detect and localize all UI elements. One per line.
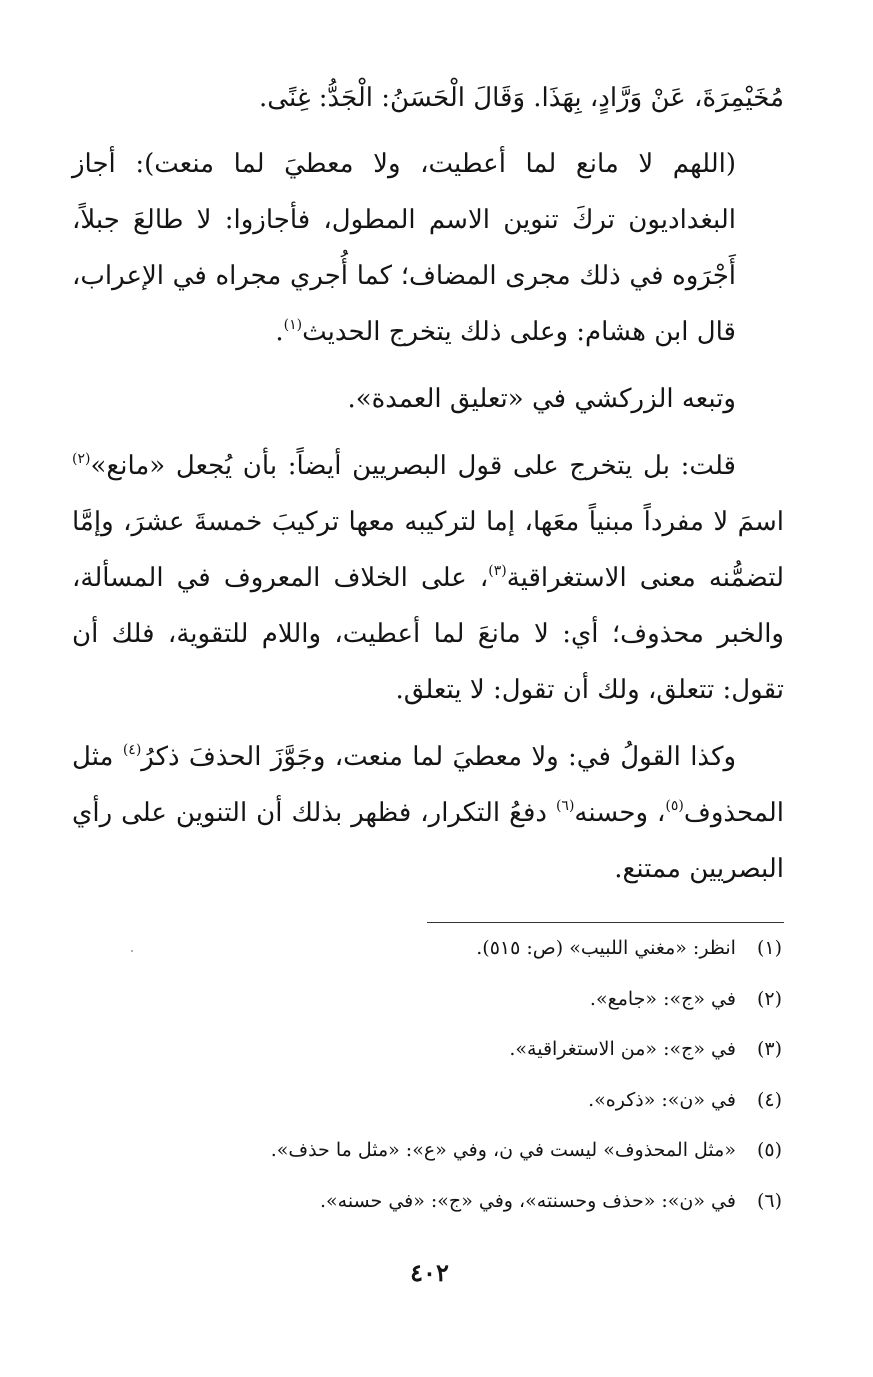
paragraph-text: دفعُ التكرار، فظهر بذلك أن التنوين على رأي البصريين ممتنع. [72,798,784,884]
footnote-ref-3: (٣) [488,563,507,579]
footnote-number: (٥) [756,1139,782,1161]
footnote-number: (٢) [756,987,782,1010]
paragraph-text: ، وحسنه [574,798,666,828]
paragraph-text: اسمَ لا مفرداً مبنياً معَها، إما لتركيبه معها تركيبَ خمسةَ عشرَ، وإمَّا لتضمُّنه معنى الاستغراقية [72,507,785,593]
footnote-text: في «ن»: «حذف وحسنته»، وفي «ج»: «في حسنه». [320,1189,736,1212]
footnote-text: في «ج»: «من الاستغراقية». [509,1038,736,1060]
footnote-ref-4: (٤) [122,742,142,758]
commentary-paragraph-3 [72,438,784,718]
paragraph-text: ، على الخلاف المعروف في المسألة، والخبر محذوف؛ أي: لا مانعَ لما أعطيت، واللام للتقوية، فلك أن تقول: تتعلق، ولك أن تقول: لا يتعلق. [72,563,784,705]
footnote-text: «مثل المحذوف» ليست في ن، وفي «ع»: «مثل ما حذف». [270,1139,736,1161]
footnote-2 [162,987,782,1012]
paragraph-text: قلت: بل يتخرج على قول البصريين أيضاً: بأن يُجعل «مانع» [90,451,736,481]
footnote-3 [162,1037,782,1062]
paragraph-text-end: . [275,317,284,347]
scan-speck [131,950,133,952]
paragraph-text: (اللهم لا مانع لما أعطيت، ولا معطيَ لما منعت): أجاز البغداديون تركَ تنوين الاسم المطول، فأجازوا: لا طالعَ جبلاً، أَجْرَوه في ذلك مجرى المضاف؛ كما أُجري مجراه في الإعراب، قال ابن هشام: وعلى ذلك يتخرج الحديث [72,149,736,347]
footnote-4 [162,1088,782,1113]
footnote-ref-6: (٦) [555,798,575,814]
footnote-number: (٣) [756,1038,782,1060]
commentary-paragraph-1 [72,136,784,360]
paragraph-text: مثل المحذوف [72,742,785,828]
hadith-tail-line: مُخَيْمِرَةَ، عَنْ وَرَّادٍ، بِهَذَا. وَقَالَ الْحَسَنُ: الْجَدُّ: غِنًى. [259,83,784,113]
footnote-number: (٦) [756,1189,782,1212]
footnote-6 [162,1189,782,1214]
main-text [72,70,784,908]
footnote-text: في «ن»: «ذكره». [588,1088,736,1111]
footnote-1 [162,936,782,961]
page-number: ٤٠٢ [410,1258,449,1287]
footnote-separator [427,922,784,923]
footnote-number: (٤) [756,1088,782,1111]
footnote-ref-2: (٢) [72,451,91,467]
footnote-5 [162,1138,782,1163]
commentary-paragraph-2: وتبعه الزركشي في «تعليق العمدة». [347,384,736,414]
paragraph-text: وكذا القولُ في: ولا معطيَ لما منعت، وجَوَّزَ الحذفَ ذكرُ [141,742,737,772]
footnote-text: انظر: «مغني اللبيب» (ص: ٥١٥). [476,937,736,959]
footnote-ref-1: (١) [283,317,303,333]
footnote-number: (١) [756,937,782,959]
footnote-text: في «ج»: «جامع». [589,987,736,1010]
commentary-paragraph-4 [72,729,784,897]
footnotes [162,936,782,1239]
footnote-ref-5: (٥) [665,798,684,814]
